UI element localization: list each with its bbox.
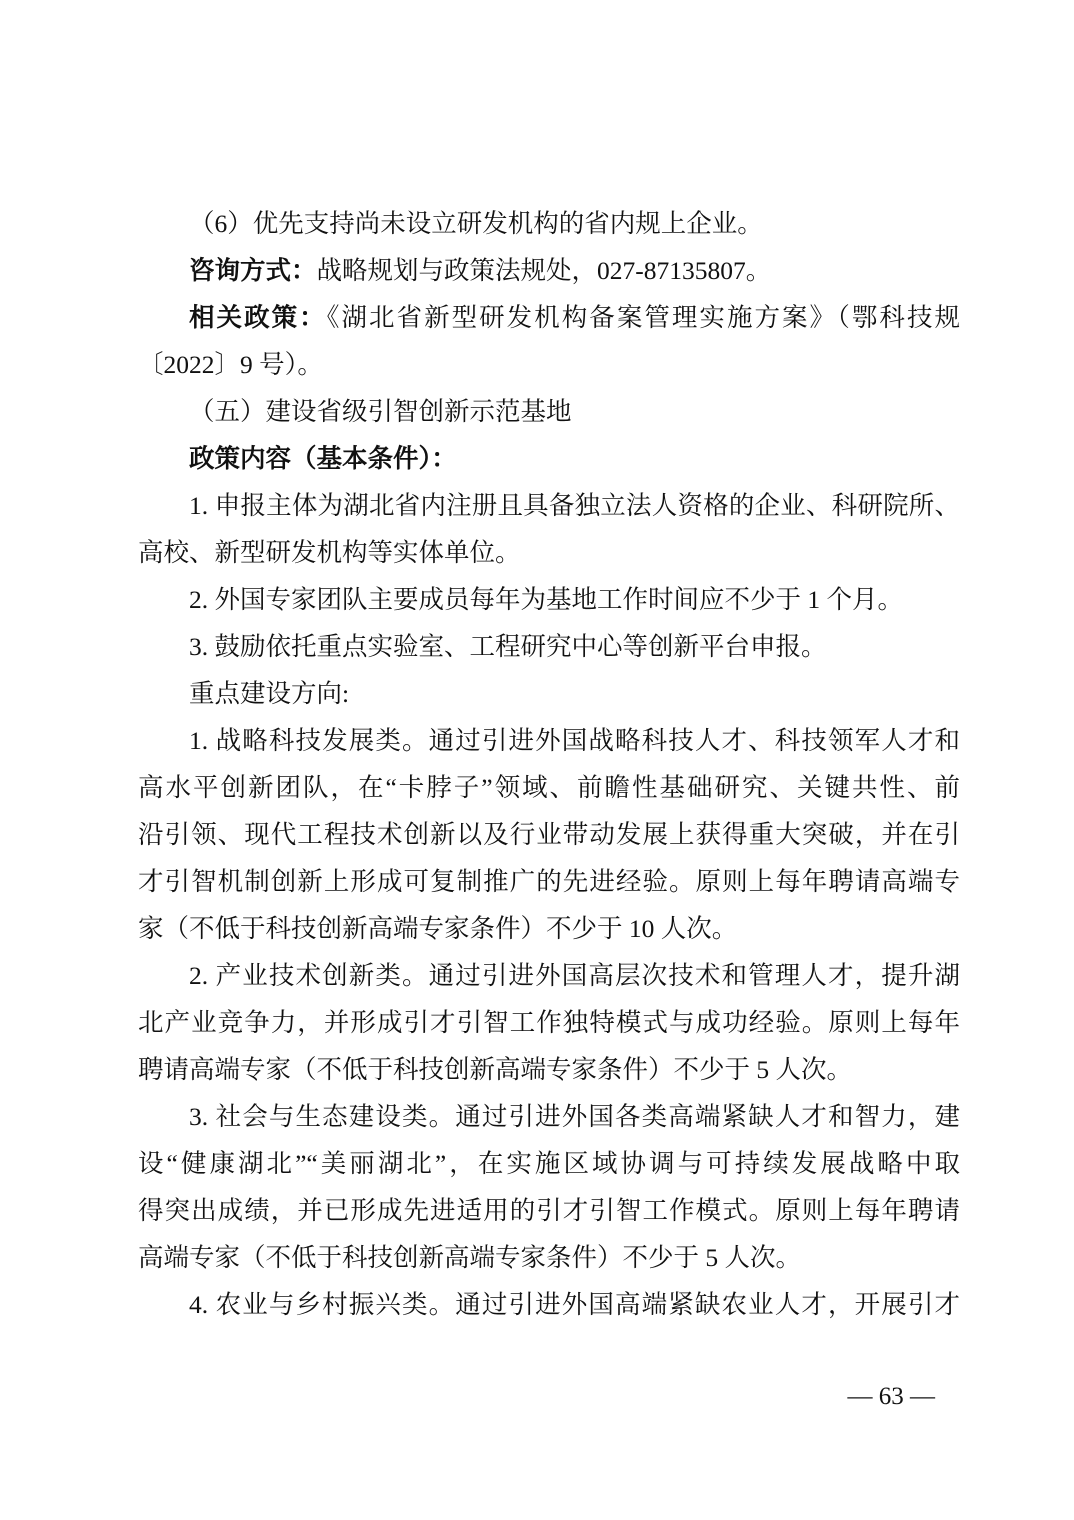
direction-3-line-1: 3. 社会与生态建设类。通过引进外国各类高端紧缺人才和智力，建 xyxy=(189,1102,960,1131)
direction-3-line-4: 高端专家（不低于科技创新高端专家条件）不少于 5 人次。 xyxy=(138,1243,802,1272)
direction-1-line-3: 沿引领、现代工程技术创新以及行业带动发展上获得重大突破，并在引 xyxy=(138,820,960,849)
direction-4-line-1: 4. 农业与乡村振兴类。通过引进外国高端紧缺农业人才，开展引才 xyxy=(189,1290,960,1319)
direction-1-line-2: 高水平创新团队，在“卡脖子”领域、前瞻性基础研究、关键共性、前 xyxy=(138,773,960,802)
direction-1-line-1: 1. 战略科技发展类。通过引进外国战略科技人才、科技领军人才和 xyxy=(189,726,960,755)
consult-method-value: 战略规划与政策法规处，027-87135807。 xyxy=(316,256,772,285)
clause-6-line: （6）优先支持尚未设立研发机构的省内规上企业。 xyxy=(189,209,763,238)
condition-2-line: 2. 外国专家团队主要成员每年为基地工作时间应不少于 1 个月。 xyxy=(189,585,904,614)
condition-3-line: 3. 鼓励依托重点实验室、工程研究中心等创新平台申报。 xyxy=(189,632,827,661)
consult-method-line xyxy=(138,247,960,294)
direction-2-line-1: 2. 产业技术创新类。通过引进外国高层次技术和管理人才，提升湖 xyxy=(189,961,960,990)
related-policy-line xyxy=(138,294,960,341)
document-body xyxy=(138,200,960,1328)
direction-3-line-3: 得突出成绩，并已形成先进适用的引才引智工作模式。原则上每年聘请 xyxy=(138,1196,960,1225)
policy-content-heading: 政策内容（基本条件）： xyxy=(189,444,457,473)
direction-2-line-3: 聘请高端专家（不低于科技创新高端专家条件）不少于 5 人次。 xyxy=(138,1055,853,1084)
key-directions-heading: 重点建设方向: xyxy=(189,679,350,708)
direction-1-line-5: 家（不低于科技创新高端专家条件）不少于 10 人次。 xyxy=(138,914,738,943)
related-policy-label: 相关政策： xyxy=(189,303,327,332)
page-number: — 63 — xyxy=(847,1383,935,1410)
direction-1-line-4: 才引智机制创新上形成可复制推广的先进经验。原则上每年聘请高端专 xyxy=(138,867,960,896)
related-policy-value: 《湖北省新型研发机构备案管理实施方案》（鄂科技规 xyxy=(326,303,960,332)
condition-1-line: 1. 申报主体为湖北省内注册且具备独立法人资格的企业、科研院所、 xyxy=(189,491,960,520)
direction-3-line-2: 设“健康湖北”“美丽湖北”，在实施区域协调与可持续发展战略中取 xyxy=(138,1149,960,1178)
related-policy-continuation-line: 〔2022〕9 号）。 xyxy=(138,350,323,379)
section-5-heading: （五）建设省级引智创新示范基地 xyxy=(189,397,572,426)
consult-method-label: 咨询方式： xyxy=(189,256,317,285)
condition-1-continuation-line: 高校、新型研发机构等实体单位。 xyxy=(138,538,521,567)
direction-2-line-2: 北产业竞争力，并形成引才引智工作独特模式与成功经验。原则上每年 xyxy=(138,1008,960,1037)
